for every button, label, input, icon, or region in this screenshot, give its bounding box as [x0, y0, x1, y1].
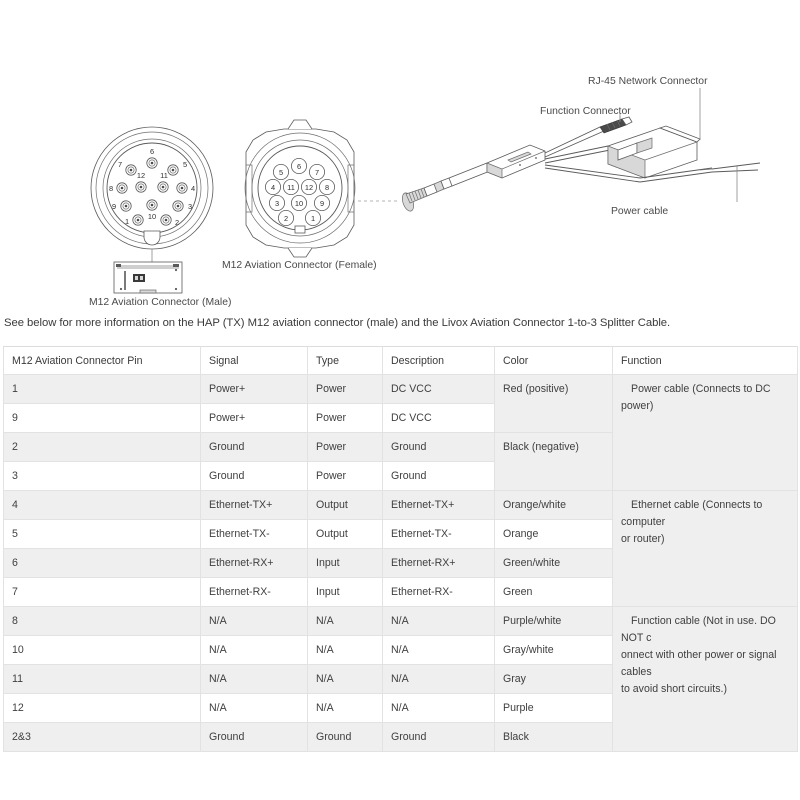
cell-signal: N/A — [201, 694, 308, 723]
connector-diagram-area — [0, 0, 800, 312]
cell-pin: 6 — [4, 549, 201, 578]
female-connector-caption: M12 Aviation Connector (Female) — [222, 260, 377, 271]
cell-color: Green — [495, 578, 613, 607]
cell-description: Ethernet-RX- — [383, 578, 495, 607]
male-pin-label: 1 — [124, 217, 130, 226]
male-connector-caption: M12 Aviation Connector (Male) — [89, 297, 232, 308]
cell-description: N/A — [383, 607, 495, 636]
function-line: Ethernet cable (Connects to computer — [621, 499, 763, 528]
function-line: onnect with other power or signal cables — [621, 649, 777, 678]
cell-color: Black (negative) — [495, 433, 613, 491]
female-pin-label: 6 — [296, 162, 302, 171]
table-row — [4, 491, 798, 520]
cell-function: Power cable (Connects to DC power) — [613, 375, 798, 491]
cell-signal: N/A — [201, 607, 308, 636]
function-connector-label: Function Connector — [540, 106, 631, 117]
cell-type: Power — [308, 375, 383, 404]
cell-type: Input — [308, 578, 383, 607]
male-pin-label: 10 — [147, 212, 157, 221]
cell-type: Power — [308, 433, 383, 462]
column-header-description: Description — [383, 347, 495, 375]
cell-color: Purple/white — [495, 607, 613, 636]
cell-function — [613, 607, 798, 752]
female-pin-label: 4 — [270, 183, 276, 192]
intro-paragraph: See below for more information on the HAP (TX) M12 aviation connector (male) and the Livox Aviation Connector 1-to-3 Splitter Cable. — [4, 317, 671, 329]
male-pin-label: 4 — [190, 184, 196, 193]
male-pin-label: 7 — [117, 160, 123, 169]
column-header-type: Type — [308, 347, 383, 375]
cell-color: Green/white — [495, 549, 613, 578]
cell-pin: 2&3 — [4, 723, 201, 752]
female-pin-label: 5 — [278, 168, 284, 177]
cell-type: Power — [308, 404, 383, 433]
cell-color: Gray/white — [495, 636, 613, 665]
pin-assignment-table — [3, 346, 798, 752]
cell-type: N/A — [308, 607, 383, 636]
cell-description: Ethernet-TX- — [383, 520, 495, 549]
table-row — [4, 375, 798, 404]
cell-pin: 9 — [4, 404, 201, 433]
cell-pin: 2 — [4, 433, 201, 462]
male-pin-label: 3 — [187, 202, 193, 211]
male-pin-label: 5 — [182, 160, 188, 169]
cell-description: Ethernet-RX+ — [383, 549, 495, 578]
cell-type: N/A — [308, 694, 383, 723]
cable-plug-end — [400, 178, 452, 213]
cell-color: Red (positive) — [495, 375, 613, 433]
cell-pin: 1 — [4, 375, 201, 404]
cell-color: Gray — [495, 665, 613, 694]
cell-pin: 8 — [4, 607, 201, 636]
cell-color: Black — [495, 723, 613, 752]
female-connector-graphic — [222, 120, 377, 271]
female-pin-label: 8 — [324, 183, 330, 192]
cell-pin: 10 — [4, 636, 201, 665]
male-connector-housing — [114, 262, 182, 293]
cell-description: Ground — [383, 433, 495, 462]
cell-pin: 7 — [4, 578, 201, 607]
cell-signal: Ethernet-TX- — [201, 520, 308, 549]
splitter-cable-graphic — [400, 76, 760, 217]
cell-type: Output — [308, 520, 383, 549]
cell-type: Input — [308, 549, 383, 578]
female-pin-label: 9 — [319, 199, 325, 208]
cell-signal: Power+ — [201, 404, 308, 433]
function-line: Function cable (Not in use. DO NOT c — [621, 615, 776, 644]
power-cable-label: Power cable — [611, 206, 669, 217]
male-pin-label: 8 — [108, 184, 114, 193]
cell-type: N/A — [308, 665, 383, 694]
column-header-color: Color — [495, 347, 613, 375]
cell-color: Orange — [495, 520, 613, 549]
male-pin-label: 12 — [136, 171, 146, 180]
function-line: or router) — [621, 533, 665, 545]
cell-description: N/A — [383, 665, 495, 694]
cell-description: N/A — [383, 636, 495, 665]
cell-description: Ground — [383, 462, 495, 491]
column-header-function: Function — [613, 347, 798, 375]
female-pin-label: 12 — [304, 183, 314, 192]
cell-signal: N/A — [201, 636, 308, 665]
cell-color: Orange/white — [495, 491, 613, 520]
cell-description: Ethernet-TX+ — [383, 491, 495, 520]
column-header-signal: Signal — [201, 347, 308, 375]
male-connector-graphic — [89, 127, 231, 308]
cell-signal: Ground — [201, 462, 308, 491]
rj45-connector-graphic — [608, 126, 700, 178]
cell-color: Purple — [495, 694, 613, 723]
cell-function — [613, 491, 798, 607]
cell-pin: 12 — [4, 694, 201, 723]
female-pin-label: 1 — [310, 214, 316, 223]
table-row — [4, 607, 798, 636]
cell-type: N/A — [308, 636, 383, 665]
female-pin-label: 3 — [274, 199, 280, 208]
cell-type: Ground — [308, 723, 383, 752]
cell-pin: 5 — [4, 520, 201, 549]
table-header-row — [4, 347, 798, 375]
cell-signal: Power+ — [201, 375, 308, 404]
column-header-pin: M12 Aviation Connector Pin — [4, 347, 201, 375]
female-pin-label: 10 — [294, 199, 304, 208]
cell-pin: 3 — [4, 462, 201, 491]
rj45-connector-label: RJ-45 Network Connector — [588, 76, 708, 87]
cell-type: Output — [308, 491, 383, 520]
cell-description: DC VCC — [383, 404, 495, 433]
cell-signal: Ethernet-RX+ — [201, 549, 308, 578]
cell-type: Power — [308, 462, 383, 491]
female-pin-label: 2 — [283, 214, 289, 223]
function-connector-graphic — [600, 117, 632, 133]
cell-signal: Ethernet-RX- — [201, 578, 308, 607]
cell-pin: 4 — [4, 491, 201, 520]
cell-description: N/A — [383, 694, 495, 723]
function-line: to avoid short circuits.) — [621, 683, 727, 695]
cell-signal: N/A — [201, 665, 308, 694]
connector-diagram-svg — [0, 0, 800, 312]
cell-description: Ground — [383, 723, 495, 752]
male-pin-label: 6 — [149, 147, 155, 156]
female-pin-label: 11 — [287, 183, 295, 192]
cell-signal: Ground — [201, 723, 308, 752]
male-pin-label: 11 — [160, 171, 168, 180]
cell-description: DC VCC — [383, 375, 495, 404]
male-pin-label: 2 — [174, 218, 180, 227]
cell-pin: 11 — [4, 665, 201, 694]
cell-signal: Ethernet-TX+ — [201, 491, 308, 520]
male-pin-label: 9 — [111, 202, 117, 211]
female-pin-label: 7 — [314, 168, 320, 177]
cell-signal: Ground — [201, 433, 308, 462]
